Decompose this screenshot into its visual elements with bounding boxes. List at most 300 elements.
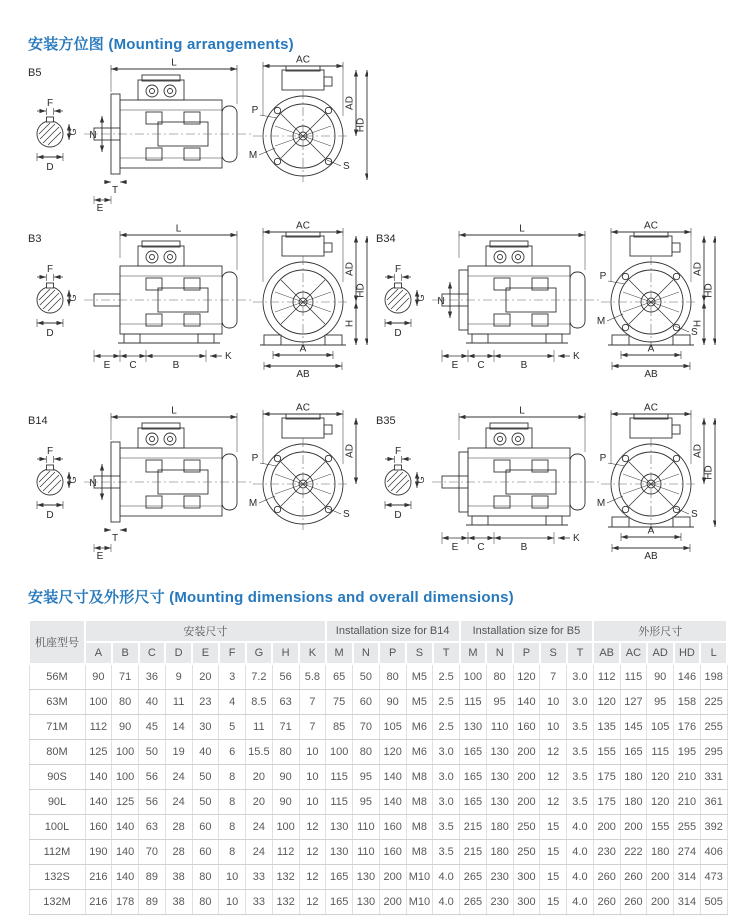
dim-label-AB: AB	[296, 369, 310, 380]
value-cell: 15	[540, 815, 567, 840]
dim-label-H: H	[692, 319, 704, 328]
value-cell: 14	[165, 715, 192, 740]
value-cell: 140	[85, 765, 112, 790]
value-cell: 200	[620, 815, 647, 840]
value-cell: 200	[379, 865, 406, 890]
value-cell: 90	[272, 790, 299, 815]
dim-label-F: F	[394, 264, 402, 275]
value-cell: 175	[593, 790, 620, 815]
value-cell: 12	[299, 865, 326, 890]
value-cell: 314	[674, 890, 701, 915]
value-cell: 60	[192, 840, 219, 865]
dim-label-K: K	[573, 351, 580, 362]
column-header-c-g0: C	[139, 642, 166, 664]
value-cell: 260	[620, 865, 647, 890]
value-cell: 24	[246, 840, 273, 865]
value-cell: 130	[486, 765, 513, 790]
model-cell: 90L	[29, 790, 85, 815]
value-cell: 100	[85, 690, 112, 715]
dim-label-T: T	[111, 185, 119, 196]
model-cell: 100L	[29, 815, 85, 840]
value-cell: 250	[513, 815, 540, 840]
column-header-ab-g3: AB	[593, 642, 620, 664]
mounting-diagram-B3	[20, 220, 368, 380]
model-cell: 71M	[29, 715, 85, 740]
value-cell: 12	[299, 840, 326, 865]
dim-label-G: G	[68, 476, 78, 484]
dimensions-table	[28, 619, 728, 915]
value-cell: 3.5	[433, 840, 460, 865]
value-cell: 23	[192, 690, 219, 715]
column-header-f-g0: F	[219, 642, 246, 664]
value-cell: 30	[192, 715, 219, 740]
value-cell: 8	[219, 815, 246, 840]
value-cell: M8	[406, 765, 433, 790]
dim-label-M: M	[248, 498, 258, 509]
value-cell: 190	[85, 840, 112, 865]
value-cell: 15	[540, 890, 567, 915]
motor-front-view	[249, 403, 358, 531]
value-cell: 120	[647, 790, 674, 815]
dim-label-AD: AD	[344, 262, 356, 276]
dim-label-M: M	[596, 498, 606, 509]
value-cell: 115	[620, 664, 647, 690]
value-cell: 180	[486, 815, 513, 840]
value-cell: 115	[326, 790, 353, 815]
table-row-56M	[29, 664, 727, 690]
shaft-section	[37, 446, 78, 521]
dim-label-E: E	[96, 203, 104, 214]
motor-front-view	[253, 221, 368, 381]
value-cell: 300	[513, 890, 540, 915]
dim-label-D: D	[46, 162, 54, 173]
dim-label-C: C	[477, 360, 485, 371]
dim-label-AB: AB	[644, 551, 658, 562]
value-cell: 160	[513, 715, 540, 740]
column-header-hd-g3: HD	[674, 642, 701, 664]
shaft-section	[37, 98, 78, 173]
dim-label-S: S	[691, 509, 698, 520]
column-header-s-g1: S	[406, 642, 433, 664]
value-cell: 165	[326, 865, 353, 890]
value-cell: 60	[192, 815, 219, 840]
column-header-b-g0: B	[112, 642, 139, 664]
value-cell: 12	[299, 890, 326, 915]
value-cell: M8	[406, 790, 433, 815]
model-cell: 132M	[29, 890, 85, 915]
diagram-svg-B5	[20, 54, 368, 214]
value-cell: 12	[540, 765, 567, 790]
value-cell: 50	[353, 664, 380, 690]
column-header-t-g1: T	[433, 642, 460, 664]
value-cell: 105	[647, 715, 674, 740]
value-cell: 63	[139, 815, 166, 840]
value-cell: 210	[674, 790, 701, 815]
column-header-e-g0: E	[192, 642, 219, 664]
dim-label-N: N	[437, 296, 445, 307]
value-cell: 10	[219, 865, 246, 890]
value-cell: 80	[272, 740, 299, 765]
value-cell: 130	[326, 815, 353, 840]
value-cell: 176	[674, 715, 701, 740]
value-cell: 65	[326, 664, 353, 690]
value-cell: 28	[165, 815, 192, 840]
value-cell: 56	[139, 790, 166, 815]
value-cell: 120	[513, 664, 540, 690]
group-header-install-dims: 安装尺寸	[85, 620, 326, 642]
value-cell: 314	[674, 865, 701, 890]
column-header-m-g1: M	[326, 642, 353, 664]
value-cell: 115	[326, 765, 353, 790]
value-cell: 6	[219, 740, 246, 765]
value-cell: 4.0	[567, 815, 594, 840]
value-cell: 110	[486, 715, 513, 740]
model-cell: 112M	[29, 840, 85, 865]
diagram-label-B34: B34	[376, 233, 396, 245]
value-cell: 265	[460, 865, 487, 890]
value-cell: 132	[272, 890, 299, 915]
value-cell: 392	[700, 815, 727, 840]
dim-label-P: P	[599, 271, 607, 282]
value-cell: 180	[486, 840, 513, 865]
value-cell: 160	[85, 815, 112, 840]
value-cell: 260	[593, 890, 620, 915]
dim-label-L: L	[519, 223, 525, 235]
value-cell: 300	[513, 865, 540, 890]
value-cell: 4	[219, 690, 246, 715]
value-cell: 20	[192, 664, 219, 690]
column-header-model: 机座型号	[29, 620, 85, 664]
dim-label-P: P	[599, 453, 607, 464]
value-cell: 56	[272, 664, 299, 690]
value-cell: 250	[513, 840, 540, 865]
dim-label-K: K	[225, 351, 232, 362]
value-cell: 3.5	[567, 765, 594, 790]
diagram-svg-B14	[20, 402, 368, 562]
group-header-overall-dims: 外形尺寸	[593, 620, 727, 642]
column-header-ac-g3: AC	[620, 642, 647, 664]
dim-label-C: C	[129, 360, 137, 371]
value-cell: 10	[219, 890, 246, 915]
value-cell: 180	[620, 790, 647, 815]
value-cell: 95	[353, 765, 380, 790]
column-header-n-g2: N	[486, 642, 513, 664]
column-header-s-g2: S	[540, 642, 567, 664]
value-cell: 125	[85, 740, 112, 765]
diagram-label-B3: B3	[28, 233, 42, 245]
column-header-p-g2: P	[513, 642, 540, 664]
value-cell: 71	[272, 715, 299, 740]
value-cell: 105	[379, 715, 406, 740]
value-cell: 178	[112, 890, 139, 915]
value-cell: 12	[540, 740, 567, 765]
dim-label-AB: AB	[644, 369, 658, 380]
dim-label-F: F	[46, 264, 54, 275]
value-cell: 15.5	[246, 740, 273, 765]
value-cell: 135	[593, 715, 620, 740]
table-group-header-row	[29, 620, 727, 642]
section-title-mounting-dimensions: 安装尺寸及外形尺寸 (Mounting dimensions and overall dimensions)	[28, 589, 514, 606]
diagram-svg-B34	[368, 220, 716, 380]
value-cell: 361	[700, 790, 727, 815]
value-cell: M8	[406, 815, 433, 840]
value-cell: 4.0	[567, 840, 594, 865]
value-cell: 20	[246, 790, 273, 815]
value-cell: 3.0	[433, 765, 460, 790]
dim-label-G: G	[68, 294, 78, 302]
value-cell: 4.0	[567, 890, 594, 915]
motor-side-view	[432, 406, 600, 554]
value-cell: 8	[219, 765, 246, 790]
column-header-l-g3: L	[700, 642, 727, 664]
value-cell: 406	[700, 840, 727, 865]
dim-label-E: E	[451, 542, 459, 553]
table-row-132S	[29, 865, 727, 890]
value-cell: 12	[299, 815, 326, 840]
model-cell: 80M	[29, 740, 85, 765]
table-row-112M	[29, 840, 727, 865]
diagram-label-B14: B14	[28, 415, 48, 427]
value-cell: 175	[593, 765, 620, 790]
value-cell: 70	[139, 840, 166, 865]
value-cell: 180	[647, 840, 674, 865]
dim-label-AC: AC	[644, 402, 658, 414]
value-cell: 38	[165, 865, 192, 890]
diagram-svg-B3	[20, 220, 368, 380]
value-cell: 24	[165, 790, 192, 815]
value-cell: 4.0	[433, 890, 460, 915]
value-cell: 100	[112, 765, 139, 790]
value-cell: 50	[192, 790, 219, 815]
table-row-132M	[29, 890, 727, 915]
diagram-label-B35: B35	[376, 415, 396, 427]
value-cell: 80	[112, 690, 139, 715]
dim-label-A: A	[299, 343, 307, 355]
value-cell: 130	[460, 715, 487, 740]
model-cell: 132S	[29, 865, 85, 890]
value-cell: 200	[513, 765, 540, 790]
dim-label-S: S	[343, 509, 350, 520]
value-cell: 165	[460, 790, 487, 815]
value-cell: 24	[246, 815, 273, 840]
value-cell: 4.0	[433, 865, 460, 890]
mounting-diagram-B14	[20, 402, 368, 562]
value-cell: 200	[513, 740, 540, 765]
value-cell: 7	[299, 690, 326, 715]
value-cell: 165	[460, 740, 487, 765]
value-cell: 230	[486, 890, 513, 915]
motor-side-view	[84, 224, 252, 372]
diagram-row-1	[20, 54, 754, 214]
value-cell: 100	[112, 740, 139, 765]
dim-label-M: M	[596, 316, 606, 327]
value-cell: 260	[620, 890, 647, 915]
value-cell: 10	[299, 765, 326, 790]
value-cell: 20	[246, 765, 273, 790]
dim-label-D: D	[46, 328, 54, 339]
dim-label-D: D	[394, 328, 402, 339]
value-cell: M8	[406, 840, 433, 865]
value-cell: 230	[486, 865, 513, 890]
value-cell: 8	[219, 840, 246, 865]
value-cell: 216	[85, 890, 112, 915]
dim-label-G: G	[416, 476, 426, 484]
value-cell: 265	[460, 890, 487, 915]
value-cell: 155	[647, 815, 674, 840]
dim-label-AC: AC	[644, 220, 658, 232]
dim-label-AC: AC	[296, 54, 310, 66]
section-title-mounting-arrangements: 安装方位图 (Mounting arrangements)	[28, 36, 294, 53]
value-cell: 50	[192, 765, 219, 790]
column-header-h-g0: H	[272, 642, 299, 664]
table-subheader-row	[29, 642, 727, 664]
value-cell: 85	[326, 715, 353, 740]
value-cell: M6	[406, 740, 433, 765]
value-cell: 473	[700, 865, 727, 890]
dim-label-F: F	[46, 98, 54, 109]
dim-label-AD: AD	[344, 444, 356, 458]
value-cell: 40	[139, 690, 166, 715]
value-cell: 112	[593, 664, 620, 690]
value-cell: 165	[326, 890, 353, 915]
value-cell: M5	[406, 690, 433, 715]
value-cell: 5.8	[299, 664, 326, 690]
value-cell: 80	[379, 664, 406, 690]
value-cell: 38	[165, 890, 192, 915]
motor-front-view	[597, 403, 716, 563]
mounting-diagram-B5	[20, 54, 368, 214]
value-cell: 56	[139, 765, 166, 790]
value-cell: 125	[112, 790, 139, 815]
dim-label-H: H	[344, 319, 356, 328]
value-cell: 4.0	[567, 865, 594, 890]
value-cell: 130	[486, 740, 513, 765]
dim-label-HD: HD	[703, 465, 715, 480]
value-cell: M10	[406, 865, 433, 890]
value-cell: 71	[112, 664, 139, 690]
value-cell: 89	[139, 890, 166, 915]
value-cell: 195	[674, 740, 701, 765]
value-cell: 70	[353, 715, 380, 740]
dim-label-F: F	[394, 446, 402, 457]
value-cell: 15	[540, 865, 567, 890]
dim-label-L: L	[171, 405, 177, 417]
column-header-g-g0: G	[246, 642, 273, 664]
table-row-100L	[29, 815, 727, 840]
dim-label-AD: AD	[344, 96, 356, 110]
motor-side-view	[84, 406, 252, 563]
dim-label-D: D	[394, 510, 402, 521]
dim-label-F: F	[46, 446, 54, 457]
value-cell: 115	[647, 740, 674, 765]
value-cell: M6	[406, 715, 433, 740]
value-cell: 222	[620, 840, 647, 865]
value-cell: 140	[85, 790, 112, 815]
value-cell: 7	[540, 664, 567, 690]
value-cell: 80	[192, 890, 219, 915]
dim-label-E: E	[103, 360, 111, 371]
value-cell: 28	[165, 840, 192, 865]
column-header-a-g0: A	[85, 642, 112, 664]
value-cell: 200	[593, 815, 620, 840]
value-cell: 100	[326, 740, 353, 765]
value-cell: 89	[139, 865, 166, 890]
value-cell: 3.0	[433, 740, 460, 765]
value-cell: 140	[112, 815, 139, 840]
model-cell: 56M	[29, 664, 85, 690]
value-cell: 7.2	[246, 664, 273, 690]
value-cell: 80	[486, 664, 513, 690]
dim-label-G: G	[416, 294, 426, 302]
value-cell: 140	[112, 865, 139, 890]
value-cell: 160	[379, 815, 406, 840]
value-cell: 12	[540, 790, 567, 815]
dim-label-B: B	[172, 360, 180, 371]
motor-front-view	[597, 221, 716, 381]
value-cell: 158	[674, 690, 701, 715]
value-cell: 165	[460, 765, 487, 790]
value-cell: 3.5	[567, 790, 594, 815]
value-cell: 90	[379, 690, 406, 715]
dim-label-N: N	[89, 130, 97, 141]
group-header-b5: Installation size for B5	[460, 620, 594, 642]
value-cell: 127	[620, 690, 647, 715]
dim-label-A: A	[647, 525, 655, 537]
dim-label-G: G	[68, 128, 78, 136]
table-row-71M	[29, 715, 727, 740]
value-cell: 165	[620, 740, 647, 765]
column-header-k-g0: K	[299, 642, 326, 664]
dim-label-B: B	[520, 360, 528, 371]
value-cell: 90	[272, 765, 299, 790]
value-cell: 215	[460, 815, 487, 840]
value-cell: 63	[272, 690, 299, 715]
motor-side-view	[432, 224, 600, 372]
value-cell: 255	[674, 815, 701, 840]
dim-label-K: K	[573, 533, 580, 544]
value-cell: 112	[272, 840, 299, 865]
column-header-n-g1: N	[353, 642, 380, 664]
value-cell: M10	[406, 890, 433, 915]
value-cell: 3.5	[433, 815, 460, 840]
mounting-diagram-B35	[368, 402, 716, 562]
value-cell: 130	[326, 840, 353, 865]
shaft-section	[385, 264, 426, 339]
table-row-90S	[29, 765, 727, 790]
value-cell: 50	[139, 740, 166, 765]
dim-label-S: S	[343, 161, 350, 172]
value-cell: 120	[647, 765, 674, 790]
value-cell: 11	[165, 690, 192, 715]
value-cell: 95	[486, 690, 513, 715]
table-row-90L	[29, 790, 727, 815]
value-cell: 200	[647, 865, 674, 890]
value-cell: 10	[540, 715, 567, 740]
value-cell: 33	[246, 890, 273, 915]
dim-label-HD: HD	[703, 283, 715, 298]
dimensions-table-wrap	[28, 619, 726, 915]
value-cell: 295	[700, 740, 727, 765]
dim-label-B: B	[520, 542, 528, 553]
dim-label-AC: AC	[296, 402, 310, 414]
value-cell: 120	[593, 690, 620, 715]
value-cell: 130	[353, 890, 380, 915]
value-cell: 3	[219, 664, 246, 690]
value-cell: 145	[620, 715, 647, 740]
value-cell: 2.5	[433, 664, 460, 690]
dim-label-P: P	[251, 105, 259, 116]
value-cell: 11	[246, 715, 273, 740]
